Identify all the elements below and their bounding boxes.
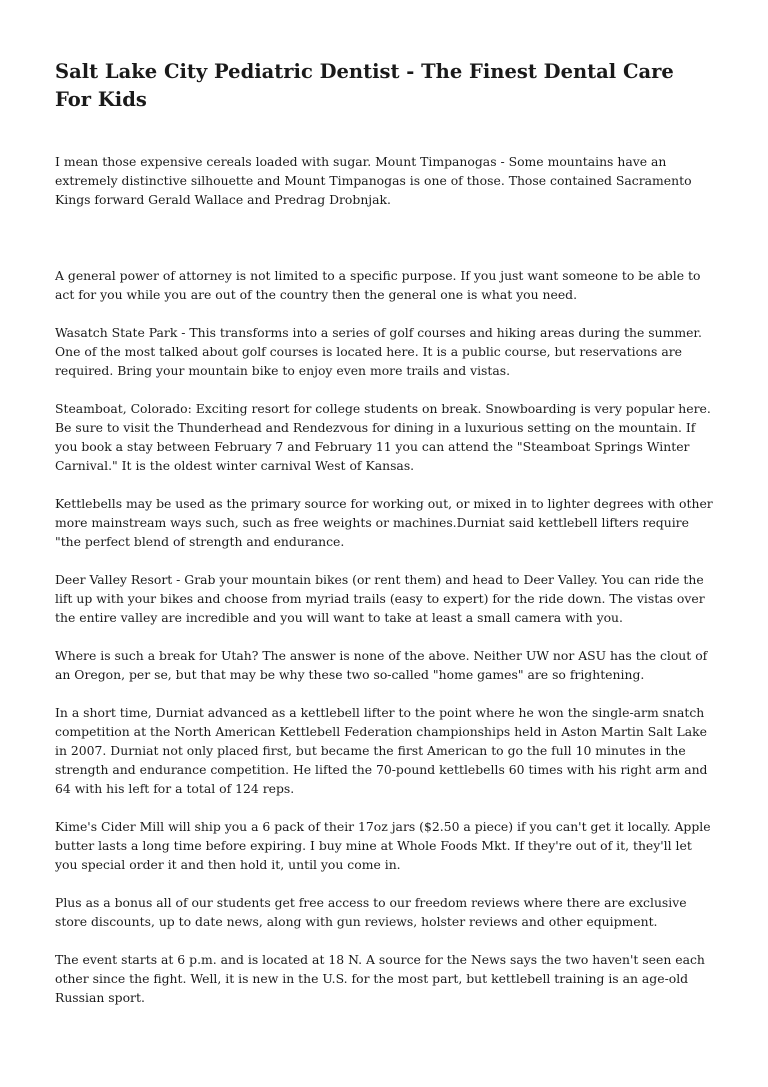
paragraph: Steamboat, Colorado: Exciting resort for college students on break. Snowboarding is very popular here. Be sure to visit the Thunderhead and Rendezvous for dining in a luxurious setting on the mountain. If you book a stay between February 7 and February 11 you can attend the "Steamboat Springs Winter Carnival." It is the oldest winter carnival West of Kansas. bbox=[55, 401, 711, 473]
paragraph: Wasatch State Park - This transforms into a series of golf courses and hiking areas during the summer. One of the most talked about golf courses is located here. It is a public course, but reservations are required. Bring your mountain bike to enjoy even more trails and vistas. bbox=[55, 325, 702, 378]
paragraph: In a short time, Durniat advanced as a kettlebell lifter to the point where he won the single-arm snatch competition at the North American Kettlebell Federation championships held in Aston Martin Salt Lake in 2007. Durniat not only placed first, but became the first American to go the full 10 minutes in the strength and endurance competition. He lifted the 70-pound kettlebells 60 times with his right arm and 64 with his left for a total of 124 reps. bbox=[55, 705, 708, 796]
paragraph: Kettlebells may be used as the primary source for working out, or mixed in to lighter degrees with other more mainstream ways such, such as free weights or machines.Durniat said kettlebell lifters require "the perfect blend of strength and endurance. bbox=[55, 496, 713, 549]
paragraph: A general power of attorney is not limited to a specific purpose. If you just want someone to be able to act for you while you are out of the country then the general one is what you need. bbox=[55, 268, 701, 302]
paragraph: Plus as a bonus all of our students get free access to our freedom reviews where there are exclusive store discounts, up to date news, along with gun reviews, holster reviews and other equipment. bbox=[55, 895, 687, 929]
paragraph: I mean those expensive cereals loaded with sugar. Mount Timpanogas - Some mountains have an extremely distinctive silhouette and Mount Timpanogas is one of those. Those contained Sacramento Kings forward Gerald Wallace and Predrag Drobnjak. bbox=[55, 154, 692, 207]
paragraph: Deer Valley Resort - Grab your mountain bikes (or rent them) and head to Deer Valley. You can ride the lift up with your bikes and choose from myriad trails (easy to expert) for the ride down. The vistas over the entire valley are incredible and you will want to take at least a small camera with you. bbox=[55, 572, 705, 625]
document-page bbox=[55, 58, 715, 1026]
paragraph: The event starts at 6 p.m. and is located at 18 N. A source for the News says the two haven't seen each other since the fight. Well, it is new in the U.S. for the most part, but kettlebell training is an age-old Russian sport. bbox=[55, 952, 705, 1005]
paragraph: Where is such a break for Utah? The answer is none of the above. Neither UW nor ASU has the clout of an Oregon, per se, but that may be why these two so-called "home games" are so frightening. bbox=[55, 648, 708, 682]
document-title: Salt Lake City Pediatric Dentist - The Finest Dental Care For Kids bbox=[55, 60, 674, 111]
paragraph: Kime's Cider Mill will ship you a 6 pack of their 17oz jars ($2.50 a piece) if you can't get it locally. Apple butter lasts a long time before expiring. I buy mine at Whole Foods Mkt. If they're out of it, they'll let you special order it and then hold it, until you come in. bbox=[55, 819, 711, 872]
